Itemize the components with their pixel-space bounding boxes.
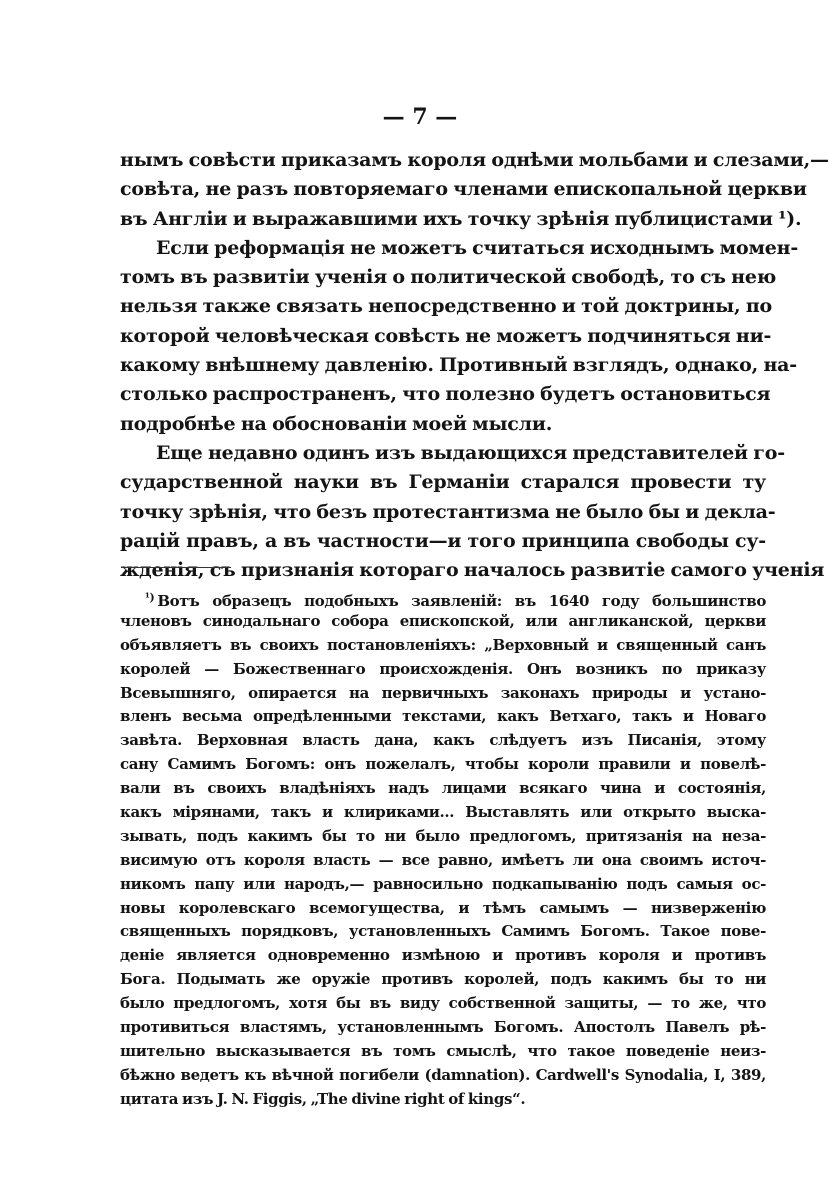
footnote-line [120, 586, 766, 610]
body-text [120, 146, 829, 585]
text-line: столько распространенъ, что полезно будетъ остановиться [120, 383, 771, 406]
text-line: нымъ совѣсти приказамъ короля однѣми мольбами и слезами,— [120, 149, 829, 171]
text-line: въ Англіи и выражавшими ихъ точку зрѣнія публицистами ¹). [120, 207, 802, 230]
paragraph-start-line: Если реформація не можетъ считаться исходнымъ момен- [156, 236, 799, 259]
text-line: совѣта, не разъ повторяемаго членами епископальной церкви [120, 178, 807, 201]
text-line: сударственной науки въ Германіи старался провести ту [120, 471, 766, 494]
footnote-separator [121, 567, 231, 568]
footnote-line: висимую отъ короля власть — все равно, имѣетъ ли она своимъ источ- [120, 850, 766, 869]
footnote-line: шительно высказывается въ томъ смыслѣ, что такое поведеніе неиз- [120, 1041, 766, 1060]
footnote-line: сану Самимъ Богомъ: онъ пожелалъ, чтобы короли правили и повелѣ- [120, 755, 766, 774]
footnote-line: противиться властямъ, установленнымъ Богомъ. Апостолъ Павелъ рѣ- [120, 1018, 766, 1037]
footnote-line: объявляетъ въ своихъ постановленіяхъ: „Верховный и священный санъ [120, 635, 766, 654]
footnote-line: Всевышняго, опирается на первичныхъ законахъ природы и устано- [120, 683, 766, 702]
footnote-line: цитата изъ J. N. Figgis, „The divine right of kings“. [120, 1089, 526, 1108]
footnote [120, 586, 766, 1112]
footnote-line: зывать, подъ какимъ бы то ни было предлогомъ, притязанія на неза- [120, 826, 766, 845]
footnote-line: Бога. Подымать же оружіе противъ королей, подъ какимъ бы то ни [120, 970, 766, 989]
text-line: нельзя также связать непосредственно и той доктрины, по [120, 295, 773, 318]
text-line: жденія, съ признанія котораго началось развитіе самого ученія [120, 559, 825, 582]
page-number: — 7 — [382, 104, 458, 130]
text-line: точку зрѣнія, что безъ протестантизма не было бы и декла- [120, 500, 776, 523]
footnote-line: членовъ синодальнаго собора епископской, или англиканской, церкви [120, 611, 766, 630]
footnote-line: вали въ своихъ владѣніяхъ надъ лицами всякаго чина и состоянія, [120, 779, 766, 798]
footnote-line: бѣжно ведетъ къ вѣчной погибели (damnation). Cardwell's Synodalia, I, 389, [120, 1065, 766, 1084]
footnote-line: было предлогомъ, хотя бы въ виду собственной защиты, — то же, что [120, 994, 766, 1013]
footnote-line: священныхъ порядковъ, установленныхъ Самимъ Богомъ. Такое пове- [120, 922, 766, 941]
text-line: рацій правъ, а въ частности—и того принципа свободы су- [120, 529, 766, 552]
footnote-line: новы королевскаго всемогущества, и тѣмъ самымъ — низверженію [120, 898, 766, 917]
footnote-line: никомъ папу или народъ,— равносильно подкапыванію подъ самыя ос- [120, 874, 766, 893]
paragraph-start-line: Еще недавно одинъ изъ выдающихся представителей го- [156, 441, 785, 464]
text-line: какому внѣшнему давленію. Противный взглядъ, однако, на- [120, 354, 797, 377]
text-line: томъ въ развитіи ученія о политической свободѣ, то съ нею [120, 266, 777, 289]
footnote-marker: ¹) [145, 591, 155, 604]
footnote-line: какъ мірянами, такъ и клириками... Выставлять или открыто выска- [120, 803, 766, 822]
footnote-line-text: Вотъ образецъ подобныхъ заявленій: въ 1640 году большинство [157, 592, 766, 610]
footnote-line: вленъ весьма опредѣленными текстами, какъ Ветхаго, такъ и Новаго [120, 707, 766, 726]
footnote-line: королей — Божественнаго происхожденія. Онъ возникъ по приказу [120, 659, 766, 678]
text-line: которой человѣческая совѣсть не можетъ подчиняться ни- [120, 324, 772, 347]
footnote-line: завѣта. Верховная власть дана, какъ слѣдуетъ изъ Писанія, этому [120, 731, 766, 750]
paragraph-end-line: подробнѣе на обоснованіи моей мысли. [120, 412, 553, 435]
footnote-line: деніе является одновременно измѣною и противъ короля и противъ [120, 946, 766, 965]
